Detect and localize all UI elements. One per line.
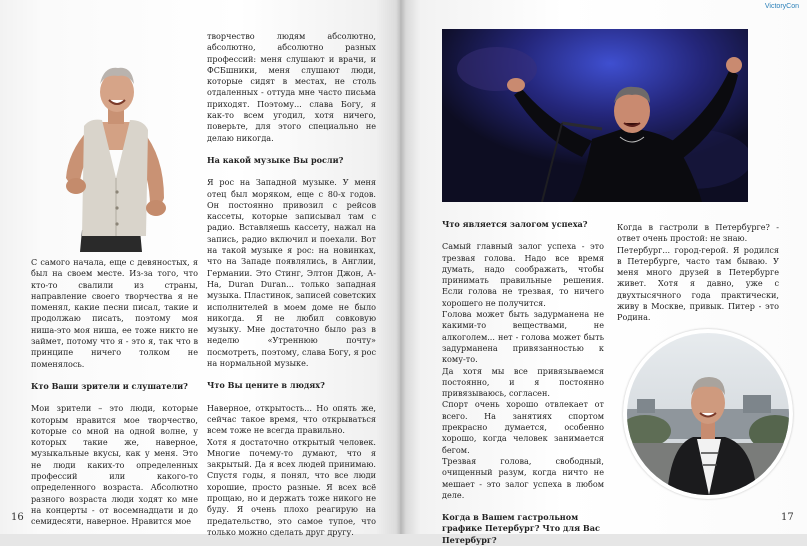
column-2 [207,31,376,538]
column-3-paragraph-4: Спорт очень хорошо отвлекает от всего. На занятиях спортом прекрасно думается, особенно хорошо, когда человек занимается бегом. [442,399,604,455]
page-number-left: 16 [11,512,24,523]
column-2-paragraph-2: Я рос на Западной музыке. У меня отец был моряком, еще с 80-х годов. Он постоянно привозил с рейсов кассеты, которые записывал там с радио. Вставляешь кассету, нажал на запись, радио включил и поехали. Вот на такой музыке я рос: на новинках, что на Западе появлялись, в Англии, Германии. Это Стинг, Элтон Джон, А-На, Duran Duran... только западная музыка. Пластинок, записей советских исполнителей в моем доме не было никогда. Я не любил совковую музыку. Мне достаточно было раз в неделю «Утреннюю почту» посмотреть, поэтому, слава Богу, я рос на нормальной музыке. [207,177,376,369]
column-4 [617,222,779,324]
column-4-paragraph-1: Когда в гастроли в Петербурге? - ответ очень простой: не знаю. [617,222,779,244]
column-1-paragraph-1: С самого начала, еще с девяностых, я был на своем месте. Из-за того, что кто-то свалили из страны, направление своего творчества я не поменял, какие песни писал, такие и продолжаю писать, поэтому моя ниша-это моя ниша, ее тоже никто не займет, потому что я - это я, так что в принципе ничего толком не поменялось. [31,257,198,369]
column-3-paragraph-3: Да хотя мы все привязываемся постоянно, и я постоянно привязываюсь, согласен. [442,365,604,399]
book-spine [396,0,406,534]
question-petersburg-heading: Когда в Вашем гастрольном графике Петербург? Что для Вас Петербург? [442,512,600,545]
column-3 [442,219,604,546]
question-values-heading: Что Вы цените в людях? [207,380,325,391]
column-1 [31,257,198,528]
brand-label: VictoryCon [764,3,799,10]
question-audience-heading: Кто Ваши зрители и слушатели? [31,380,188,391]
portrait-vest-photo [60,60,172,252]
column-3-paragraph-1: Самый главный залог успеха - это трезвая голова. Надо все время думать, надо соображать, чтобы принимать правильные решения. Если голова не трезвая, то ничего хорошего не получится. [442,241,604,308]
column-1-paragraph-2: Мои зрители – это люди, которые которым нравится мое творчество, которые со мной на одной волне, у которых такие же, наверное, музыкальные вкусы, как у меня. Это не люди каких-то определенных профессий или какого-то определенного возраста. Абсолютно разного возраста люди ходят ко мне на концерты - от восемнадцати и до семидесяти, наверное. Нравится мое [31,403,198,527]
column-2-paragraph-1: творчество людям абсолютно, абсолютно, абсолютно разных профессий: меня слушают и врачи, и ФСБшники, меня слушают люди, которые сидят в местах, не столь отдаленных - оттуда мне часто письма приходят. Поэтому... слава Богу, я как-то всем угодил, хотя ничего, поверьте, для этого специально не делаю никогда. [207,31,376,143]
column-3-paragraph-5: Трезвая голова, свободный, очищенный разум, когда ничто не мешает - это залог успеха в любом деле. [442,455,604,500]
column-2-paragraph-4: Хотя я достаточно открытый человек. Многие почему-то думают, что я закрытый. Да я всех людей принимаю. Спустя годы, я понял, что все люди хорошие, просто разные. Я всех всё прощаю, но и держать тоже никого не буду. Я очень плохо реагирую на предательство, это самое тупое, что только можно сделать друг другу. [207,436,376,537]
concert-stage-photo [442,29,748,202]
question-success-heading: Что является залогом успеха? [442,219,588,229]
column-2-paragraph-3: Наверное, открытость... Но опять же, сейчас такое время, что открываться всем тоже не всегда правильно. [207,402,376,436]
column-3-paragraph-2: Голова может быть задурманена не какими-то веществами, не алкоголем... нет - голова может быть задурманена привязанностью к кому-то. [442,309,604,365]
page-number-right: 17 [781,512,794,523]
question-music-heading: На какой музыке Вы росли? [207,154,344,165]
round-portrait-photo [627,333,789,495]
column-4-paragraph-2: Петербург... город-герой. Я родился в Петербурге, часто там бываю. У меня много друзей в Петербурге живет. Хотя я давно, уже с двухтысячного года практически, живу в Москве, привык. Питер - это Родина. [617,244,779,323]
